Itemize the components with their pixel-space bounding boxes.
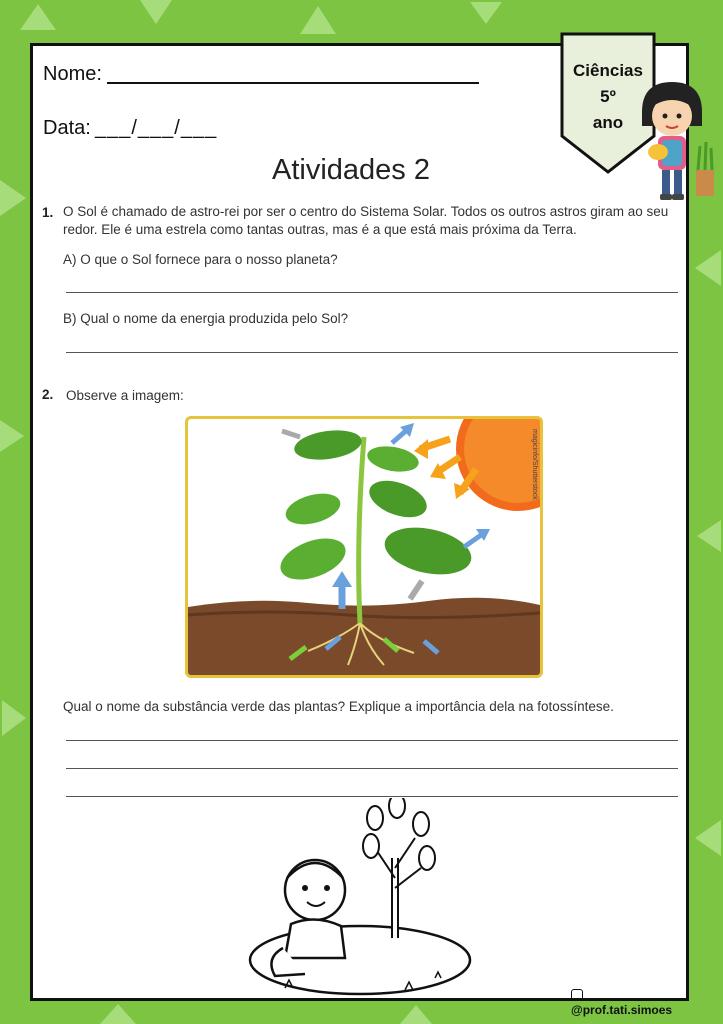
question-1-number: 1. [42,205,54,220]
answer-line-2a[interactable] [66,740,678,741]
page-title: Atividades 2 [272,154,430,186]
date-field[interactable]: ___/___/___ [95,117,218,139]
answer-line-1a[interactable] [66,292,678,293]
answer-line-2b[interactable] [66,768,678,769]
question-2-number: 2. [42,387,54,402]
question-1b-text: B) Qual o nome da energia produzida pelo Sol? [63,311,349,326]
girl-planting-tree-illustration [245,798,475,998]
badge-grade-number: 5º [600,87,616,106]
question-2-followup: Qual o nome da substância verde das plantas? Explique a importância dela na fotossíntese. [63,699,614,714]
plant-diagram [188,419,540,675]
answer-line-2c[interactable] [66,796,678,797]
question-1-text: O Sol é chamado de astro-rei por ser o centro do Sistema Solar. Todos os outros astros giram ao seu redor. Ele é uma estrela como tantas outras, mas é a que está mais próxima da Terra. [63,204,669,237]
photosynthesis-illustration [185,416,543,678]
name-field[interactable] [107,82,479,84]
handle-text: @prof.tati.simoes [571,1003,673,1017]
question-2-text: Observe a imagem: [66,388,184,403]
author-handle [571,989,686,1017]
badge-subject: Ciências [573,61,643,80]
question-1a-text: A) O que o Sol fornece para o nosso planeta? [63,252,338,267]
instagram-icon [571,989,583,1001]
girl-watering-can-illustration [636,82,718,204]
worksheet [30,43,689,1017]
badge-grade-label: ano [592,113,624,132]
date-label: Data: [43,117,91,139]
image-credit: magicinfo/Shutterstock [531,429,538,500]
answer-line-1b[interactable] [66,352,678,353]
name-label: Nome: [43,63,102,85]
